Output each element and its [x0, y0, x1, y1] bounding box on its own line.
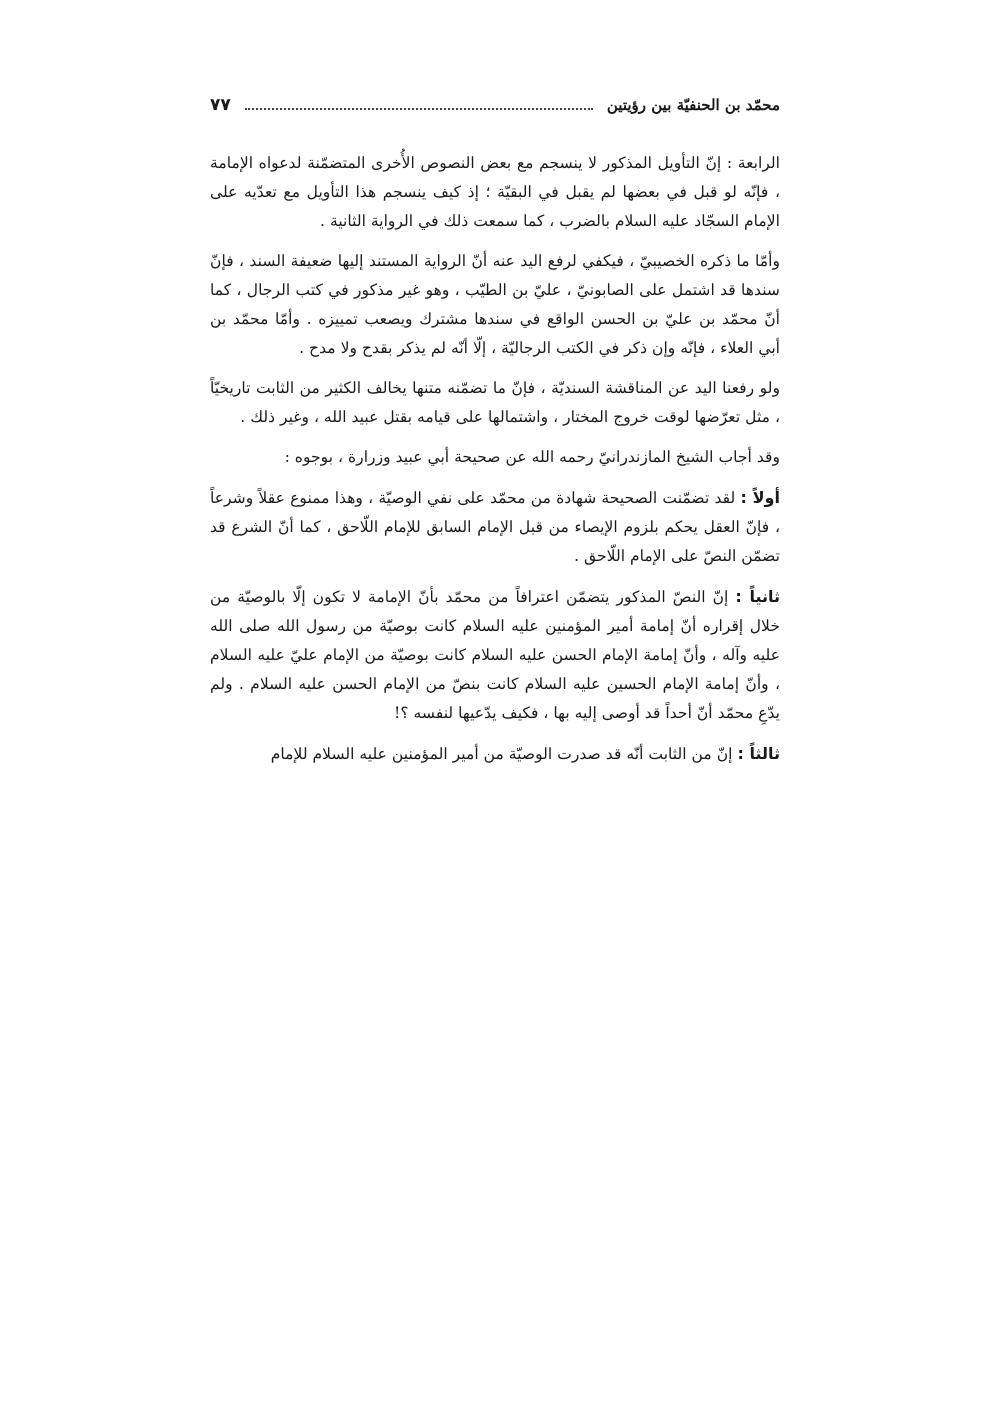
paragraph-lead: ثالثاً : [737, 744, 780, 763]
paragraph-text: إنّ من الثابت أنّه قد صدرت الوصيّة من أمير المؤمنين عليه السلام للإمام [270, 745, 733, 763]
paragraph-lead: ثانياً : [735, 587, 780, 606]
paragraph [210, 149, 780, 236]
paragraph-text: إنّ النصّ المذكور يتضمّن اعترافاً من محمّد بأنّ الإمامة لا تكون إلّا بالوصيّة من خلال إقراره أنّ إمامة أمير المؤمنين عليه السلام كانت بوصيّة من رسول الله صلى الله عليه وآله ، وأنّ إمامة الإمام الحسن عليه السلام كانت بوصيّة من الإمام عليّ عليه السلام ، وأنّ إمامة الإمام الحسين عليه السلام كانت بنصّ من الإمام الحسن عليه السلام . ولم يدّعِ محمّد أنّ أحداً قد أوصى إليه بها ، فكيف يدّعيها لنفسه ؟! [210, 588, 780, 722]
paragraph-text: ولو رفعنا اليد عن المناقشة السنديّة ، فإنّ ما تضمّنه متنها يخالف الكثير من الثابت تاريخيّاً ، مثل تعرّضها لوقت خروج المختار ، واشتمالها على قيامه بقتل عبيد الله ، وغير ذلك . [210, 379, 780, 426]
paragraph-text: وقد أجاب الشيخ المازندرانيّ رحمه الله عن صحيحة أبي عبيد وزرارة ، بوجوه : [284, 448, 780, 466]
paragraph [210, 739, 780, 769]
paragraph-lead: أولاً : [740, 488, 780, 507]
paragraph [210, 582, 780, 728]
running-header-title: محمّد بن الحنفيّة بين رؤيتين [606, 96, 780, 114]
paragraph [210, 374, 780, 432]
paragraph [210, 483, 780, 571]
page-number: ٧٧ [210, 95, 231, 115]
paragraph [210, 443, 780, 472]
paragraph [210, 247, 780, 363]
paragraph-text: لقد تضمّنت الصحيحة شهادة من محمّد على نفي الوصيّة ، وهذا ممنوع عقلاً وشرعاً ، فإنّ العقل يحكم بلزوم الإيصاء من قبل الإمام السابق للإمام اللّاحق ، كما أنّ الشرع قد تضمّن النصّ على الإمام اللّاحق . [210, 489, 780, 565]
paragraph-text: الرابعة : إنّ التأويل المذكور لا ينسجم مع بعض النصوص الأُخرى المتضمّنة لدعواه الإمامة ، فإنّه لو قبل في بعضها لم يقبل في البقيّة ؛ إذ كيف ينسجم هذا التأويل مع تعدّيه على الإمام السجّاد عليه السلام بالضرب ، كما سمعت ذلك في الرواية الثانية . [210, 154, 780, 230]
running-header [210, 95, 780, 135]
body-text [210, 149, 780, 769]
leader-dots [245, 107, 593, 110]
book-page [210, 95, 780, 780]
paragraph-text: وأمّا ما ذكره الخصيبيّ ، فيكفي لرفع اليد عنه أنّ الرواية المستند إليها ضعيفة السند ، فإنّ سندها قد اشتمل على الصابونيّ ، عليّ بن الطيّب ، وهو غير مذكور في كتب الرجال ، كما أنّ محمّد بن عليّ بن الحسن الواقع في سندها مشترك ويصعب تمييزه . وأمّا محمّد بن أبي العلاء ، فإنّه وإن ذكر في الكتب الرجاليّة ، إلّا أنّه لم يذكر بقدح ولا مدح . [210, 252, 780, 357]
